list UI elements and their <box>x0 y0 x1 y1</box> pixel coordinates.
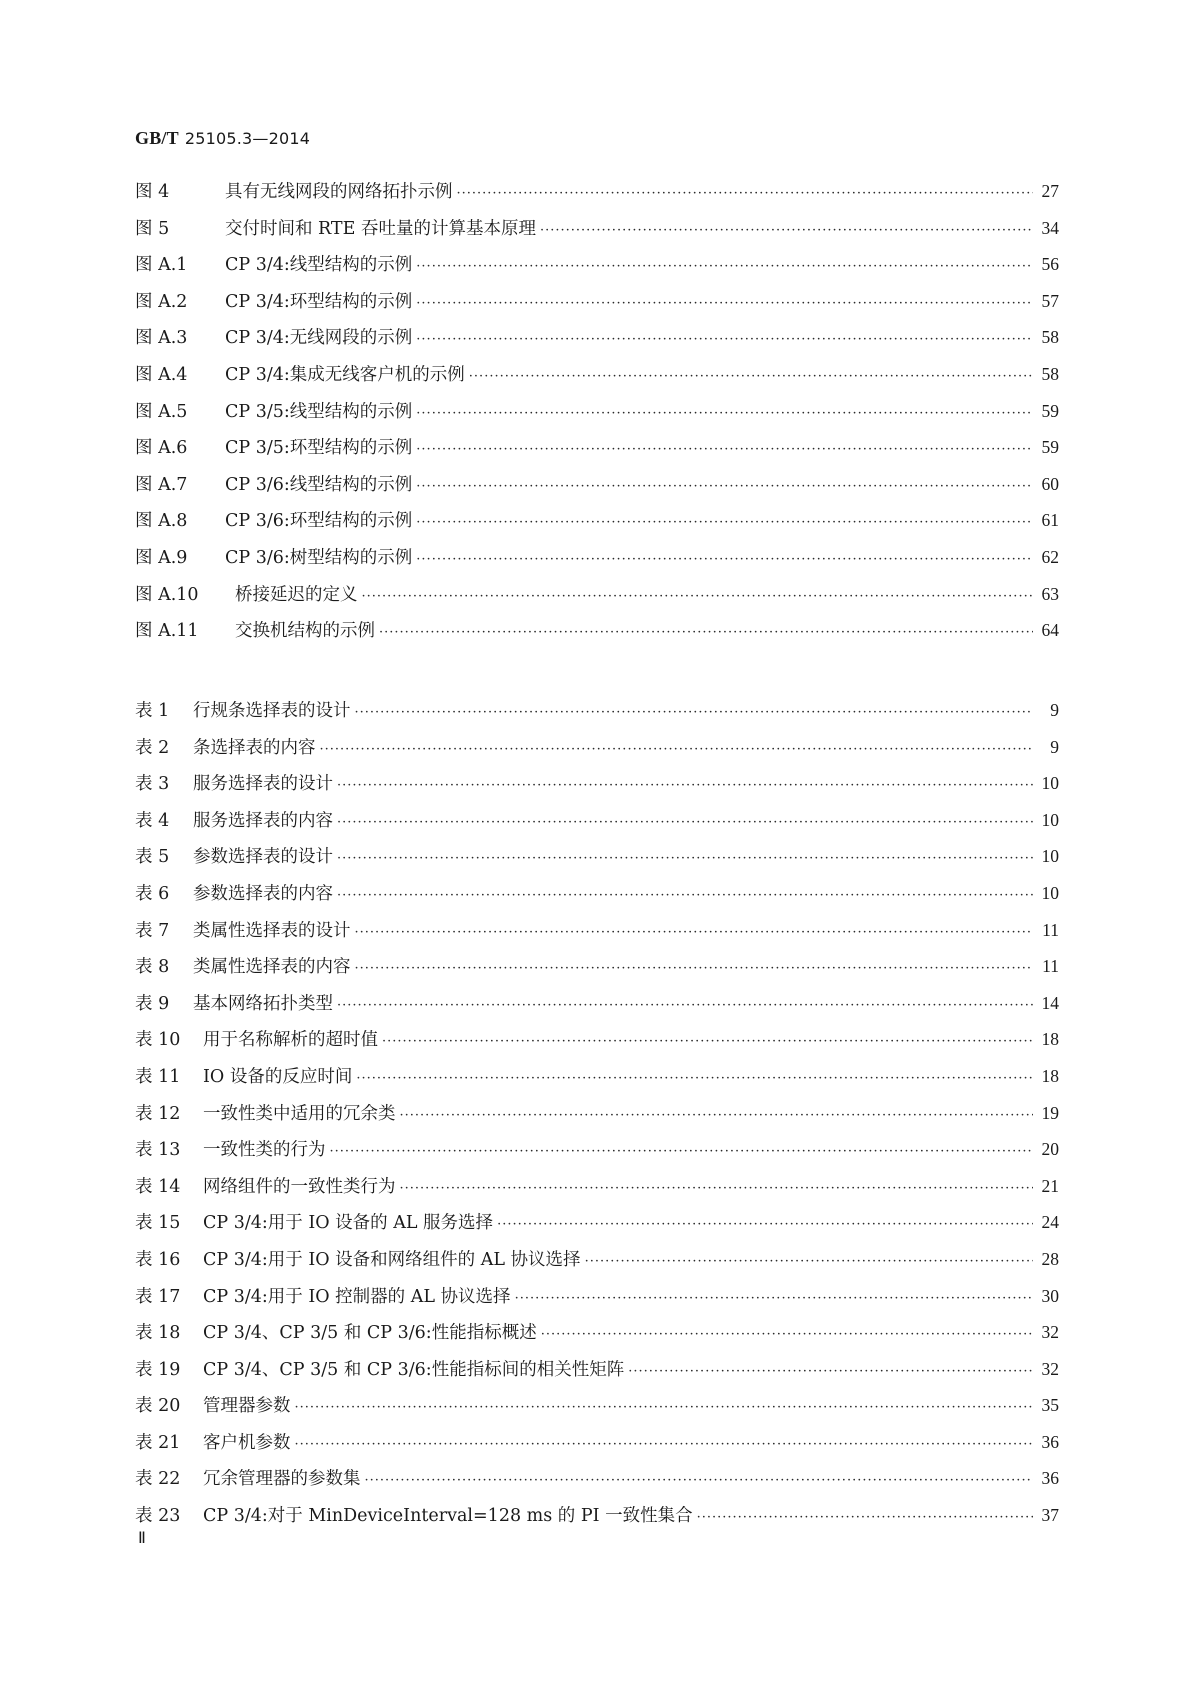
toc-entry[interactable] <box>135 471 1059 508</box>
entry-page: 58 <box>1041 327 1059 348</box>
toc-entry[interactable] <box>135 178 1059 215</box>
entry-label: 图 A.7 <box>135 474 188 495</box>
toc-entry[interactable] <box>135 990 1059 1027</box>
toc-entry[interactable] <box>135 697 1059 734</box>
entry-page: 56 <box>1041 254 1059 275</box>
entry-label: 表 17 <box>135 1286 181 1307</box>
dot-leader <box>416 479 1033 494</box>
entry-title: CP 3/6:树型结构的示例 <box>225 547 413 568</box>
entry-page: 63 <box>1041 583 1059 604</box>
entry-page: 59 <box>1041 400 1059 421</box>
entry-title: 具有无线网段的网络拓扑示例 <box>225 182 453 202</box>
entry-label: 图 A.4 <box>135 364 188 385</box>
entry-label: 表 2 <box>135 737 170 758</box>
figure-list <box>135 178 1059 654</box>
toc-entry[interactable] <box>135 1063 1059 1100</box>
dot-leader <box>355 961 1034 976</box>
toc-entry[interactable] <box>135 1246 1059 1283</box>
dot-leader <box>337 815 1033 830</box>
dot-leader <box>355 705 1034 720</box>
entry-title: CP 3/4:用于 IO 设备的 AL 服务选择 <box>203 1213 494 1234</box>
toc-entry[interactable] <box>135 507 1059 544</box>
entry-label: 表 8 <box>135 957 170 978</box>
entry-label: 表 16 <box>135 1249 181 1270</box>
entry-label: 表 9 <box>135 993 170 1014</box>
entry-label: 图 5 <box>135 218 170 239</box>
entry-label: 表 21 <box>135 1432 181 1453</box>
dot-leader <box>416 515 1033 530</box>
toc-entry[interactable] <box>135 1173 1059 1210</box>
entry-label: 图 A.3 <box>135 328 188 349</box>
toc-entry[interactable] <box>135 1026 1059 1063</box>
dot-leader <box>416 296 1033 311</box>
entry-title: CP 3/6:线型结构的示例 <box>225 474 413 495</box>
entry-title: 行规条选择表的设计 <box>193 701 351 721</box>
dot-leader <box>400 1108 1034 1123</box>
entry-title: 条选择表的内容 <box>193 737 316 758</box>
toc-entry[interactable] <box>135 917 1059 954</box>
entry-title: 桥接延迟的定义 <box>235 584 358 605</box>
entry-title: 交付时间和 RTE 吞吐量的计算基本原理 <box>225 218 536 239</box>
dot-leader <box>355 925 1034 940</box>
toc-entry[interactable] <box>135 770 1059 807</box>
entry-title: CP 3/4:环型结构的示例 <box>225 291 413 312</box>
toc-entry[interactable] <box>135 1356 1059 1393</box>
entry-label: 表 22 <box>135 1469 181 1490</box>
entry-label: 图 A.9 <box>135 547 188 568</box>
entry-page: 18 <box>1041 1065 1059 1086</box>
entry-title: CP 3/4:集成无线客户机的示例 <box>225 364 465 385</box>
toc-entry[interactable] <box>135 398 1059 435</box>
dot-leader <box>628 1364 1033 1379</box>
entry-page: 58 <box>1041 363 1059 384</box>
entry-title: 类属性选择表的内容 <box>193 957 351 978</box>
toc-entry[interactable] <box>135 1502 1059 1539</box>
toc-entry[interactable] <box>135 544 1059 581</box>
table-list <box>135 697 1059 1539</box>
entry-page: 61 <box>1041 510 1059 531</box>
dot-leader <box>320 742 1034 757</box>
toc-entry[interactable] <box>135 1319 1059 1356</box>
entry-page: 37 <box>1041 1505 1059 1526</box>
entry-title: 一致性类的行为 <box>203 1140 326 1161</box>
dot-leader <box>400 1181 1034 1196</box>
entry-label: 表 6 <box>135 883 170 904</box>
entry-title: CP 3/4:用于 IO 控制器的 AL 协议选择 <box>203 1286 511 1307</box>
toc-entry[interactable] <box>135 1136 1059 1173</box>
entry-label: 表 18 <box>135 1323 181 1344</box>
entry-title: 网络组件的一致性类行为 <box>203 1176 396 1197</box>
entry-label: 表 3 <box>135 774 170 795</box>
dot-leader <box>330 1144 1034 1159</box>
dot-leader <box>382 1034 1033 1049</box>
entry-page: 9 <box>1050 736 1059 757</box>
document-header <box>135 128 310 149</box>
standard-number: 25105.3—2014 <box>184 129 311 148</box>
entry-title: CP 3/4:对于 MinDeviceInterval=128 ms 的 PI 一致性集合 <box>203 1506 693 1527</box>
toc-entry[interactable] <box>135 215 1059 252</box>
entry-title: 基本网络拓扑类型 <box>193 993 333 1014</box>
entry-label: 图 4 <box>135 182 170 202</box>
entry-page: 10 <box>1041 773 1059 794</box>
dot-leader <box>379 625 1033 640</box>
entry-page: 10 <box>1041 882 1059 903</box>
dot-leader <box>416 259 1033 274</box>
entry-label: 表 23 <box>135 1506 181 1527</box>
dot-leader <box>337 998 1033 1013</box>
entry-label: 表 20 <box>135 1396 181 1417</box>
toc-entry[interactable] <box>135 288 1059 325</box>
entry-page: 30 <box>1041 1285 1059 1306</box>
standard-code: GB/T <box>135 128 179 148</box>
toc-entry[interactable] <box>135 324 1059 361</box>
entry-title: 冗余管理器的参数集 <box>203 1469 361 1490</box>
dot-leader <box>356 1071 1033 1086</box>
entry-title: IO 设备的反应时间 <box>203 1066 353 1087</box>
entry-title: 用于名称解析的超时值 <box>203 1030 378 1051</box>
entry-label: 图 A.5 <box>135 401 188 422</box>
entry-title: CP 3/4:线型结构的示例 <box>225 255 413 276</box>
entry-label: 图 A.8 <box>135 511 188 532</box>
entry-page: 10 <box>1041 809 1059 830</box>
entry-label: 图 A.2 <box>135 291 188 312</box>
entry-label: 表 7 <box>135 920 170 941</box>
toc-entry[interactable] <box>135 1100 1059 1137</box>
entry-page: 59 <box>1041 437 1059 458</box>
toc-entry[interactable] <box>135 581 1059 618</box>
dot-leader <box>337 888 1033 903</box>
entry-page: 34 <box>1041 217 1059 238</box>
entry-title: 参数选择表的内容 <box>193 883 333 904</box>
entry-title: 服务选择表的内容 <box>193 810 333 831</box>
dot-leader <box>457 186 1034 201</box>
dot-leader <box>362 589 1034 604</box>
dot-leader <box>585 1254 1033 1269</box>
dot-leader <box>337 778 1033 793</box>
entry-label: 表 15 <box>135 1213 181 1234</box>
entry-title: 类属性选择表的设计 <box>193 920 351 941</box>
dot-leader <box>469 369 1033 384</box>
entry-page: 19 <box>1041 1102 1059 1123</box>
entry-label: 图 A.6 <box>135 438 188 459</box>
toc-entry[interactable] <box>135 953 1059 990</box>
toc-entry[interactable] <box>135 807 1059 844</box>
entry-page: 10 <box>1041 846 1059 867</box>
entry-page: 27 <box>1041 181 1059 201</box>
toc-entry[interactable] <box>135 843 1059 880</box>
entry-page: 60 <box>1041 473 1059 494</box>
entry-label: 表 12 <box>135 1103 181 1124</box>
dot-leader <box>697 1510 1033 1525</box>
entry-title: CP 3/4、CP 3/5 和 CP 3/6:性能指标间的相关性矩阵 <box>203 1359 625 1380</box>
dot-leader <box>540 223 1033 238</box>
entry-title: CP 3/5:线型结构的示例 <box>225 401 413 422</box>
entry-page: 9 <box>1050 700 1059 720</box>
entry-page: 14 <box>1041 992 1059 1013</box>
entry-title: CP 3/5:环型结构的示例 <box>225 438 413 459</box>
page-number: Ⅱ <box>138 1530 146 1547</box>
entry-label: 表 4 <box>135 810 170 831</box>
entry-title: 交换机结构的示例 <box>235 621 375 642</box>
toc-entry[interactable] <box>135 434 1059 471</box>
entry-title: 管理器参数 <box>203 1396 291 1417</box>
entry-page: 11 <box>1042 956 1059 977</box>
entry-page: 36 <box>1041 1468 1059 1489</box>
entry-label: 表 14 <box>135 1176 181 1197</box>
toc-entry[interactable] <box>135 1209 1059 1246</box>
entry-page: 36 <box>1041 1431 1059 1452</box>
entry-page: 35 <box>1041 1395 1059 1416</box>
toc-entry[interactable] <box>135 361 1059 398</box>
toc-entry[interactable] <box>135 734 1059 771</box>
entry-page: 18 <box>1041 1029 1059 1050</box>
entry-title: 一致性类中适用的冗余类 <box>203 1103 396 1124</box>
dot-leader <box>515 1291 1033 1306</box>
entry-title: CP 3/6:环型结构的示例 <box>225 511 413 532</box>
entry-label: 表 10 <box>135 1030 181 1051</box>
entry-page: 32 <box>1041 1358 1059 1379</box>
entry-label: 表 13 <box>135 1140 181 1161</box>
dot-leader <box>365 1473 1034 1488</box>
entry-page: 28 <box>1041 1248 1059 1269</box>
entry-page: 24 <box>1041 1212 1059 1233</box>
toc-entry[interactable] <box>135 1283 1059 1320</box>
entry-page: 57 <box>1041 290 1059 311</box>
entry-page: 21 <box>1041 1175 1059 1196</box>
entry-label: 表 11 <box>135 1066 181 1087</box>
toc-entry[interactable] <box>135 617 1059 654</box>
toc-entry[interactable] <box>135 251 1059 288</box>
entry-label: 图 A.10 <box>135 584 199 605</box>
toc-entry[interactable] <box>135 1392 1059 1429</box>
dot-leader <box>416 332 1033 347</box>
dot-leader <box>337 851 1033 866</box>
entry-title: 客户机参数 <box>203 1432 291 1453</box>
entry-page: 20 <box>1041 1139 1059 1160</box>
entry-title: 服务选择表的设计 <box>193 774 333 795</box>
entry-label: 图 A.1 <box>135 255 188 276</box>
dot-leader <box>416 406 1033 421</box>
dot-leader <box>541 1327 1033 1342</box>
entry-label: 表 5 <box>135 847 170 868</box>
dot-leader <box>295 1400 1034 1415</box>
dot-leader <box>295 1437 1034 1452</box>
entry-title: CP 3/4、CP 3/5 和 CP 3/6:性能指标概述 <box>203 1323 537 1344</box>
entry-label: 图 A.11 <box>135 621 199 642</box>
toc-entry[interactable] <box>135 880 1059 917</box>
dot-leader <box>416 442 1033 457</box>
entry-label: 表 1 <box>135 701 170 721</box>
entry-page: 32 <box>1041 1322 1059 1343</box>
entry-page: 62 <box>1041 546 1059 567</box>
toc-entry[interactable] <box>135 1429 1059 1466</box>
entry-title: CP 3/4:用于 IO 设备和网络组件的 AL 协议选择 <box>203 1249 581 1270</box>
entry-title: CP 3/4:无线网段的示例 <box>225 328 413 349</box>
toc-entry[interactable] <box>135 1465 1059 1502</box>
dot-leader <box>497 1217 1033 1232</box>
dot-leader <box>416 552 1033 567</box>
entry-title: 参数选择表的设计 <box>193 847 333 868</box>
entry-page: 64 <box>1041 620 1059 641</box>
entry-label: 表 19 <box>135 1359 181 1380</box>
entry-page: 11 <box>1042 919 1059 940</box>
